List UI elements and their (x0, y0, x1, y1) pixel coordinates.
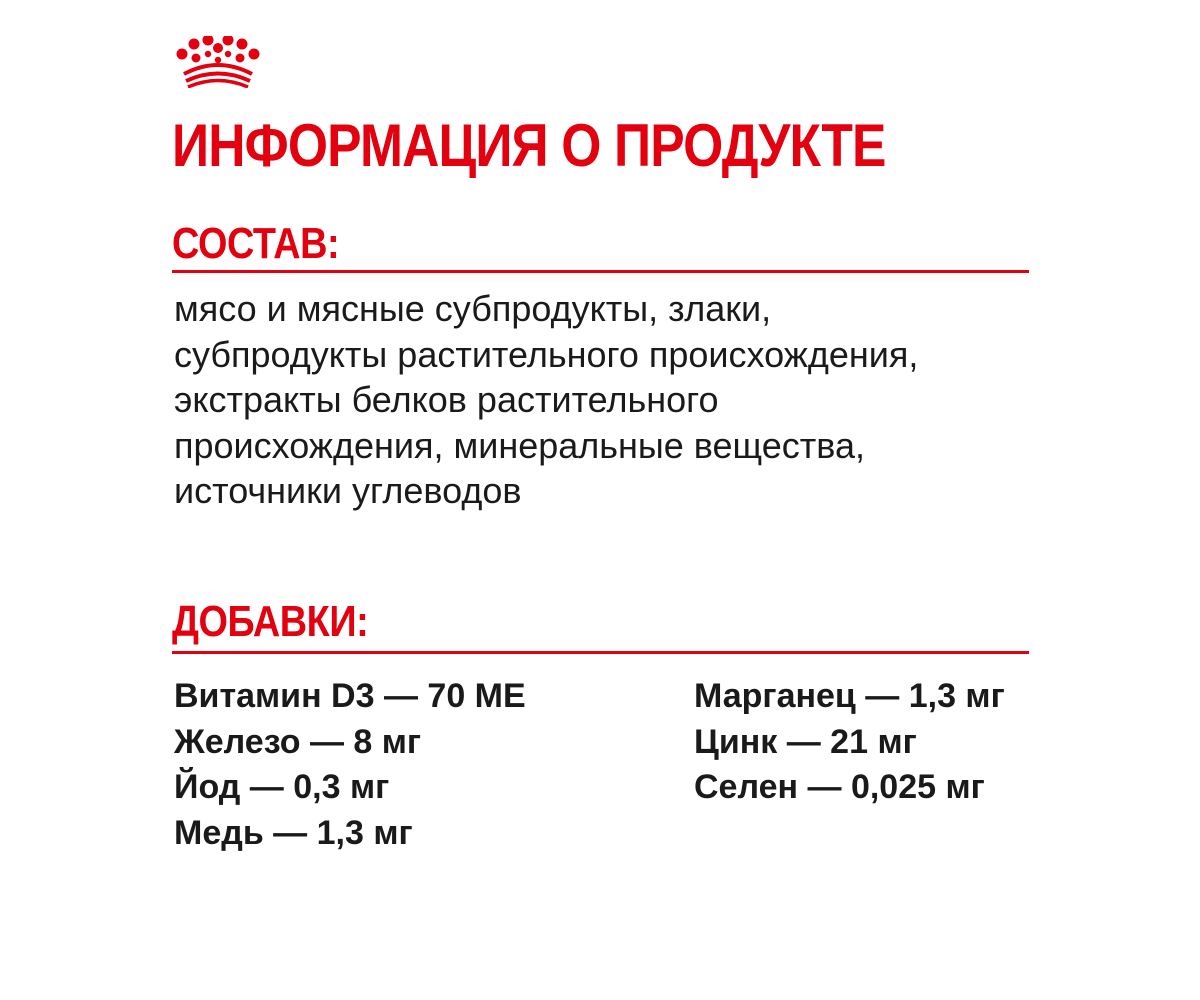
composition-heading: СОСТАВ: (172, 219, 340, 268)
composition-divider (172, 270, 1029, 273)
additives-heading: ДОБАВКИ: (172, 597, 369, 646)
composition-line: экстракты белков растительного (174, 379, 719, 420)
composition-line: происхождения, минеральные вещества, (174, 424, 866, 466)
additive-item: Йод — 0,3 мг (174, 768, 390, 806)
composition-line: субпродукты растительного происхождения, (174, 333, 919, 375)
additives-list-right (694, 674, 1005, 811)
crown-icon (174, 36, 262, 88)
additive-item: Марганец — 1,3 мг (694, 677, 1005, 715)
additives-list-left (174, 674, 526, 856)
additive-item: Медь — 1,3 мг (174, 813, 413, 852)
additive-item: Витамин D3 — 70 МЕ (174, 677, 526, 715)
additive-item: Селен — 0,025 мг (694, 768, 985, 806)
composition-line: мясо и мясные субпродукты, злаки, (174, 288, 772, 329)
composition-line: источники углеводов (174, 470, 522, 511)
additives-divider (172, 651, 1029, 654)
composition-text (174, 286, 1034, 514)
page-title: ИНФОРМАЦИЯ О ПРОДУКТЕ (172, 112, 886, 179)
additive-item: Железо — 8 мг (174, 722, 422, 761)
additive-item: Цинк — 21 мг (694, 722, 917, 761)
